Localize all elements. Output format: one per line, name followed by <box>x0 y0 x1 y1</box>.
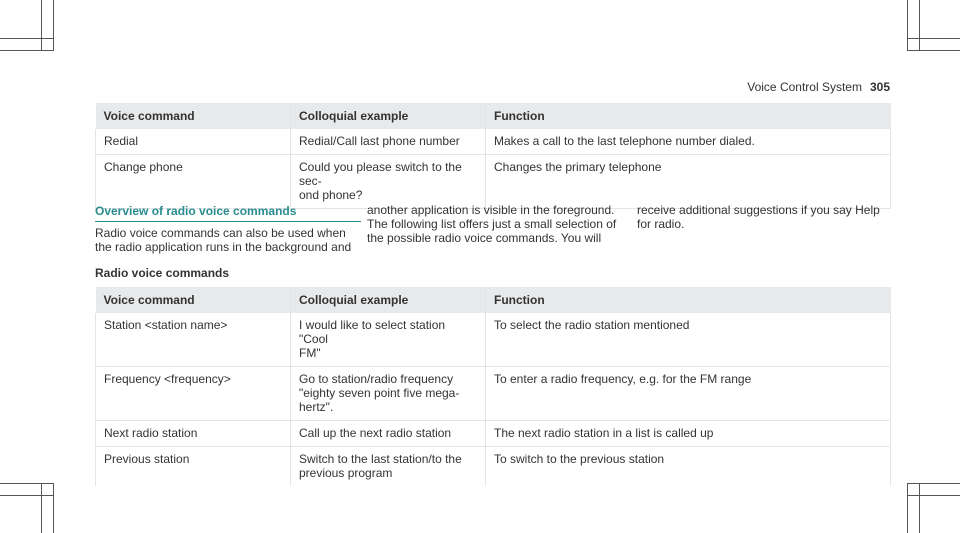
crop-mark <box>907 50 960 51</box>
table-cell: Change phone <box>96 155 291 209</box>
crop-mark <box>907 483 908 533</box>
table-row <box>96 155 891 209</box>
column-header: Function <box>486 103 891 129</box>
section-title: Overview of radio voice commands <box>95 204 361 222</box>
crop-mark <box>53 483 54 533</box>
table-header-row <box>96 103 891 129</box>
body-text: another application is visible in the foreground. The following list offers just a small selection of the possible radio voice commands. You will <box>367 203 617 245</box>
page-number: 305 <box>869 80 890 94</box>
radio-commands-table <box>95 287 891 486</box>
table-cell: To switch to the previous station <box>486 447 891 487</box>
crop-mark <box>919 0 920 50</box>
crop-mark <box>0 50 54 51</box>
table-cell: Switch to the last station/to the previous program <box>291 447 486 487</box>
crop-mark <box>907 38 960 39</box>
table-cell: The next radio station in a list is called up <box>486 421 891 447</box>
table-cell: Redial/Call last phone number <box>291 129 486 155</box>
table-row <box>96 129 891 155</box>
table-cell: To select the radio station mentioned <box>486 313 891 367</box>
table-cell: Changes the primary telephone <box>486 155 891 209</box>
table-cell: Could you please switch to the sec- ond phone? <box>291 155 486 209</box>
table-cell: Makes a call to the last telephone number dialed. <box>486 129 891 155</box>
table-cell: Frequency <frequency> <box>96 367 291 421</box>
table-cell: Previous station <box>96 447 291 487</box>
table-cell: Station <station name> <box>96 313 291 367</box>
table-header-row <box>96 287 891 313</box>
table-row <box>96 421 891 447</box>
table-cell: Call up the next radio station <box>291 421 486 447</box>
crop-mark <box>0 483 54 484</box>
crop-mark <box>907 0 908 50</box>
crop-mark <box>919 483 920 533</box>
header-title: Voice Control System <box>747 80 862 94</box>
column-header: Colloquial example <box>291 103 486 129</box>
crop-mark <box>53 0 54 50</box>
body-text: receive additional suggestions if you say Help for radio. <box>637 203 880 231</box>
column-header: Function <box>486 287 891 313</box>
column-header: Colloquial example <box>291 287 486 313</box>
table-row <box>96 367 891 421</box>
crop-mark <box>0 38 54 39</box>
column-header: Voice command <box>96 103 291 129</box>
table-cell: I would like to select station "Cool FM" <box>291 313 486 367</box>
phone-commands-table <box>95 103 891 209</box>
crop-mark <box>907 495 960 496</box>
column-header: Voice command <box>96 287 291 313</box>
table-row <box>96 447 891 487</box>
table-cell: Redial <box>96 129 291 155</box>
page-header <box>747 80 890 94</box>
subheading: Radio voice commands <box>95 266 230 280</box>
crop-mark <box>41 0 42 50</box>
body-text: Radio voice commands can also be used when the radio application runs in the background and <box>95 226 352 254</box>
table-cell: Next radio station <box>96 421 291 447</box>
crop-mark <box>0 495 54 496</box>
crop-mark <box>907 483 960 484</box>
table-cell: To enter a radio frequency, e.g. for the FM range <box>486 367 891 421</box>
table-row <box>96 313 891 367</box>
table-cell: Go to station/radio frequency "eighty seven point five mega- hertz". <box>291 367 486 421</box>
crop-mark <box>41 483 42 533</box>
